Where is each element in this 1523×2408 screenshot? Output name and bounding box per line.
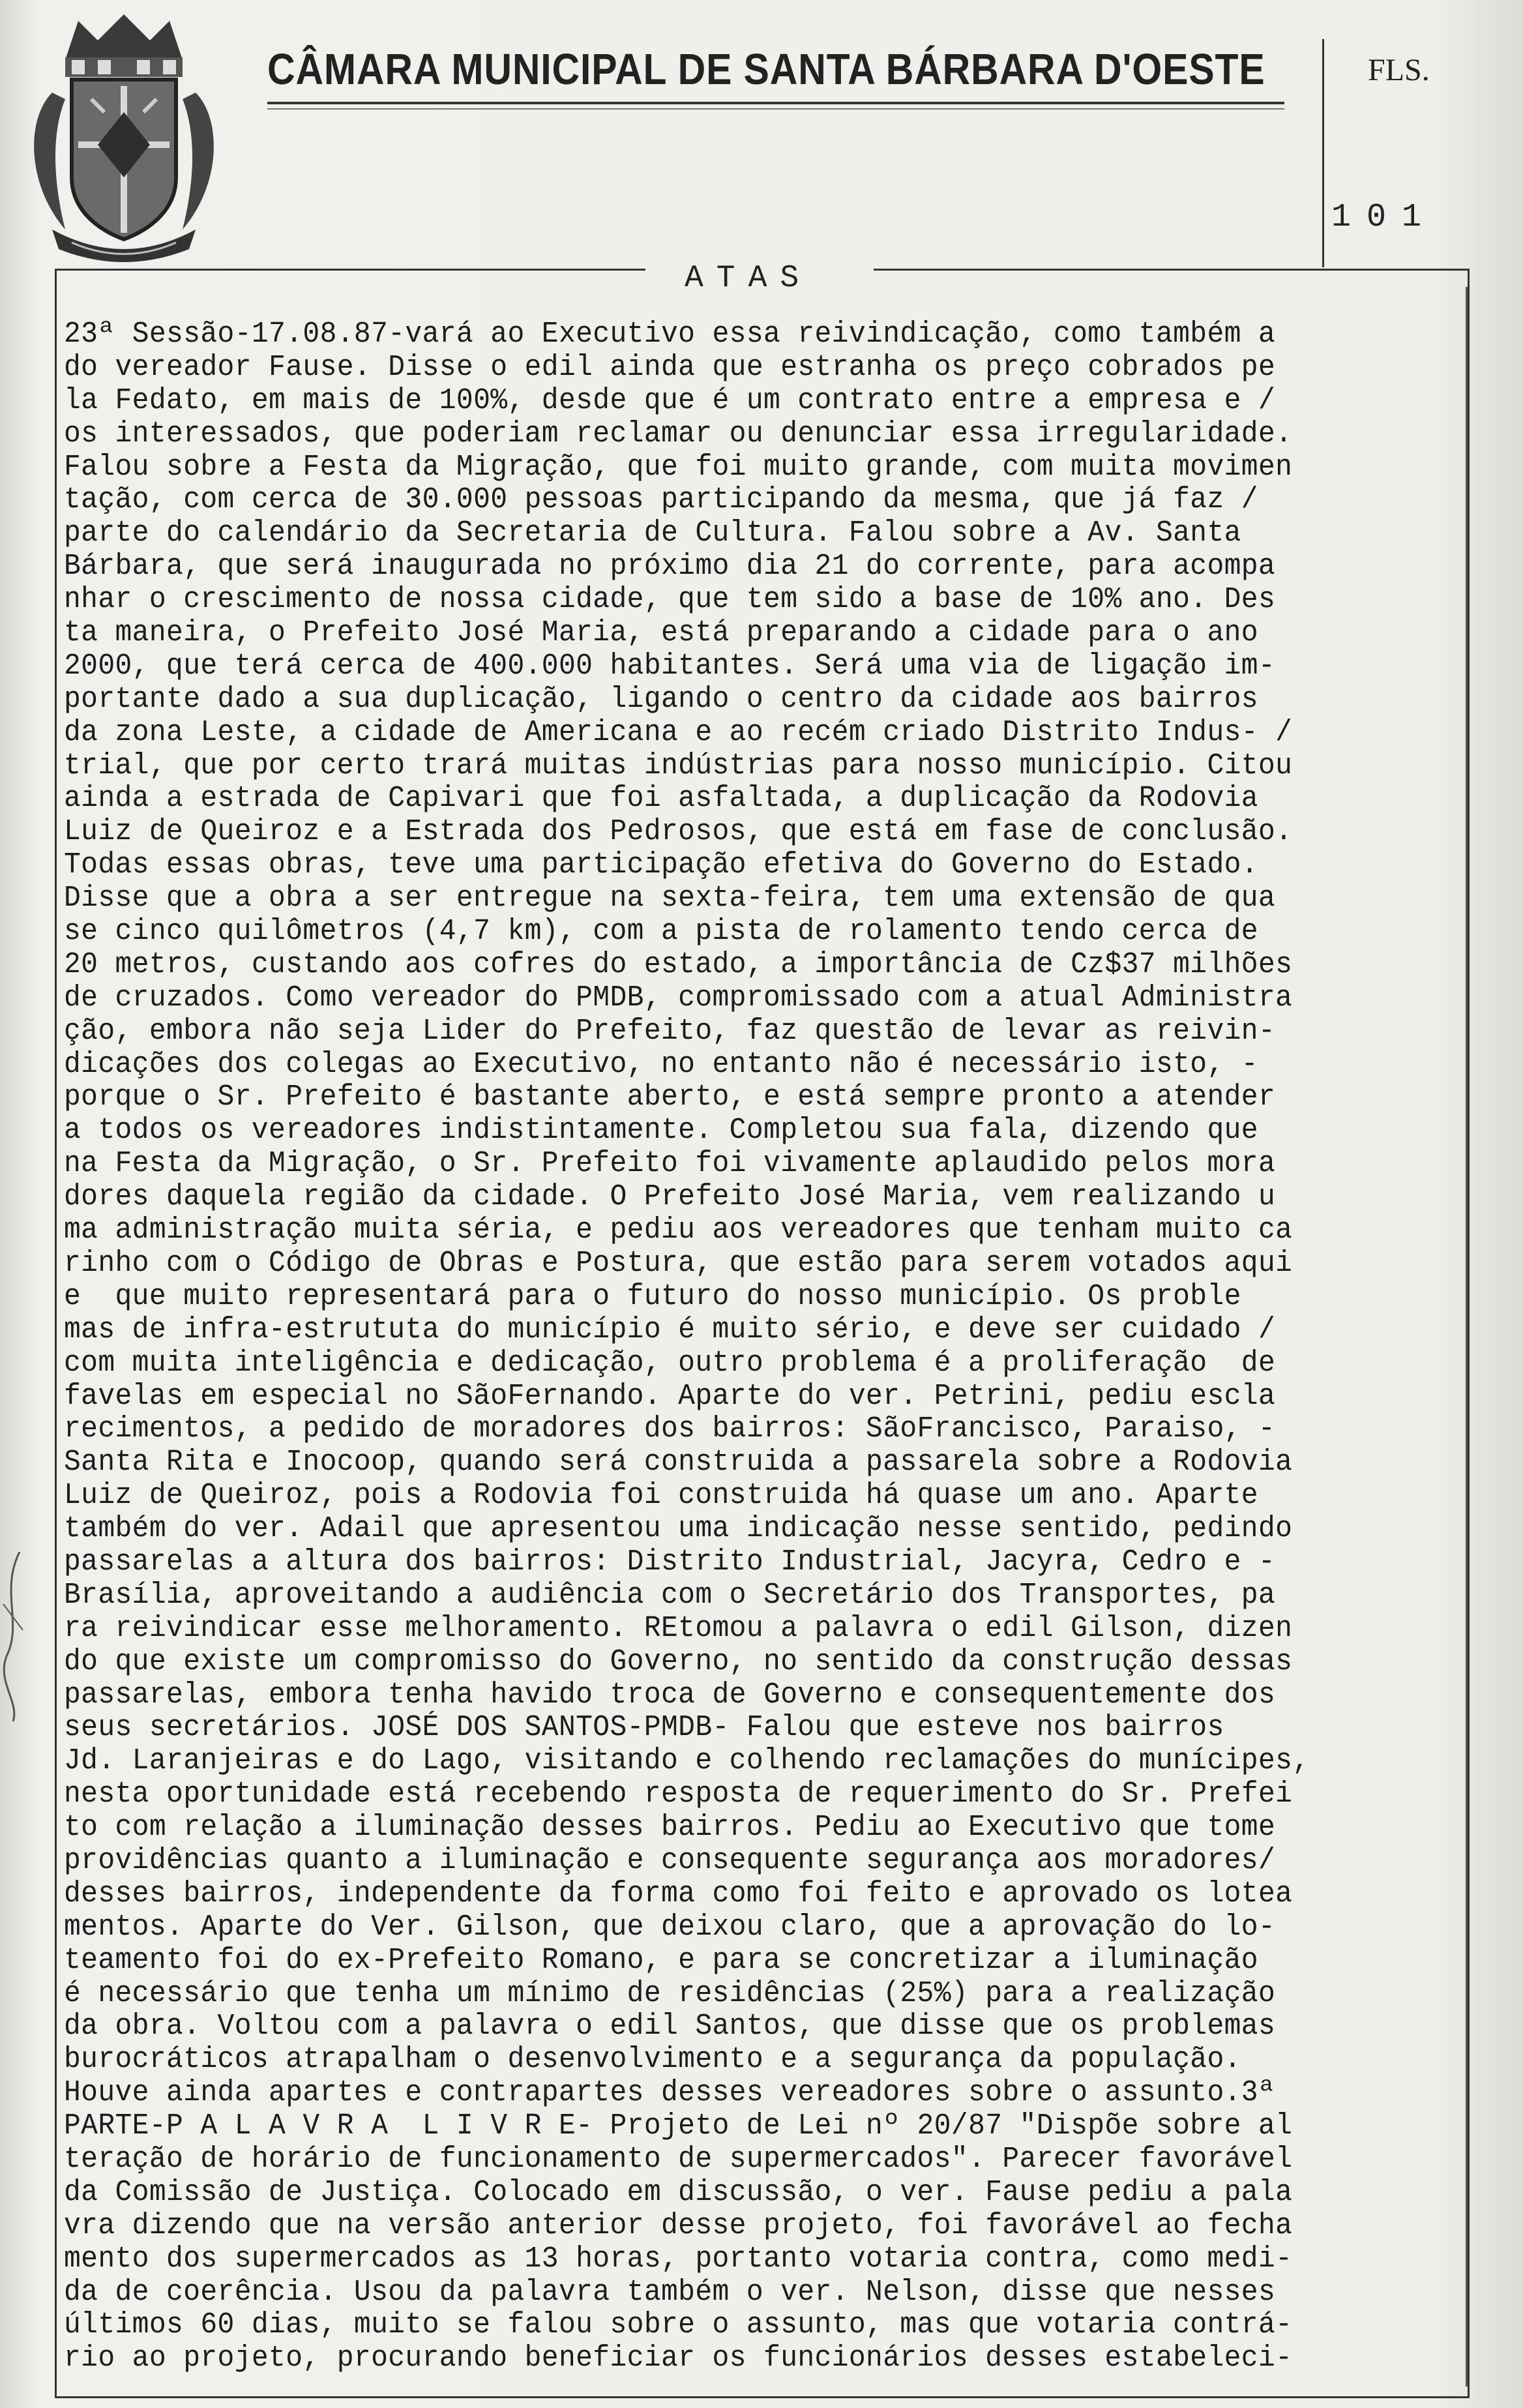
text-line: da Comissão de Justiça. Colocado em discussão, o ver. Fause pediu a pala (64, 2175, 1293, 2209)
text-line: mas de infra-estrututa do município é muito sério, e deve ser cuidado / (64, 1313, 1276, 1346)
text-line: na Festa da Migração, o Sr. Prefeito foi vivamente aplaudido pelos mora (64, 1147, 1276, 1181)
text-line: parte do calendário da Secretaria de Cultura. Falou sobre a Av. Santa (64, 516, 1241, 550)
text-line: rinho com o Código de Obras e Postura, que estão para serem votados aqui (64, 1246, 1293, 1280)
text-line: Bárbara, que será inaugurada no próximo dia 21 do corrente, para acompa (64, 550, 1276, 584)
text-line: nhar o crescimento de nossa cidade, que tem sido a base de 10% ano. Des (64, 583, 1276, 617)
text-line: Santa Rita e Inocoop, quando será construida a passarela sobre a Rodovia (64, 1446, 1293, 1479)
text-line: mentos. Aparte do Ver. Gilson, que deixou claro, que a aprovação do lo- (64, 1910, 1276, 1944)
text-line: PARTE-P A L A V R A L I V R E- Projeto de Lei nº 20/87 "Dispõe sobre al (64, 2109, 1293, 2143)
text-line: Falou sobre a Festa da Migração, que foi muito grande, com muita movimen (64, 450, 1293, 484)
text-line: seus secretários. JOSÉ DOS SANTOS-PMDB- Falou que esteve nos bairros (64, 1711, 1224, 1745)
text-line: 23ª Sessão-17.08.87-vará ao Executivo essa reivindicação, como também a (64, 318, 1276, 351)
text-line: de cruzados. Como vereador do PMDB, compromissado com a atual Administra (64, 981, 1293, 1015)
text-line: tação, com cerca de 30.000 pessoas participando da mesma, que já faz / (64, 483, 1258, 517)
text-line: ta maneira, o Prefeito José Maria, está preparando a cidade para o ano (64, 616, 1258, 650)
text-line: se cinco quilômetros (4,7 km), com a pista de rolamento tendo cerca de (64, 915, 1258, 949)
text-line: é necessário que tenha um mínimo de residências (25%) para a realização (64, 1976, 1276, 2010)
text-line: também do ver. Adail que apresentou uma indicação nesse sentido, pedindo (64, 1512, 1293, 1546)
text-line: la Fedato, em mais de 100%, desde que é um contrato entre a empresa e / (64, 383, 1276, 417)
text-line: providências quanto a iluminação e consequente segurança aos moradores/ (64, 1843, 1276, 1877)
fls-label: FLS. (1368, 53, 1430, 87)
text-line: 20 metros, custando aos cofres do estado, a importância de Cz$37 milhões (64, 947, 1293, 981)
text-line: com muita inteligência e dedicação, outro problema é a proliferação de (64, 1346, 1276, 1380)
text-line: Luiz de Queiroz, pois a Rodovia foi construida há quase um ano. Aparte (64, 1479, 1258, 1513)
minutes-body (64, 318, 1472, 2375)
text-line: burocráticos atrapalham o desenvolvimento e a segurança da população. (64, 2043, 1241, 2077)
text-line: últimos 60 dias, muito se falou sobre o assunto, mas que votaria contrá- (64, 2308, 1293, 2342)
header-divider (1322, 39, 1324, 267)
text-line: passarelas, embora tenha havido troca de Governo e consequentemente dos (64, 1678, 1276, 1712)
text-line: desses bairros, independente da forma como foi feito e aprovado os lotea (64, 1877, 1293, 1910)
text-line: da de coerência. Usou da palavra também o ver. Nelson, disse que nesses (64, 2275, 1276, 2309)
text-line: dicações dos colegas ao Executivo, no entanto não é necessário isto, - (64, 1047, 1258, 1081)
coat-of-arms-logo (26, 14, 222, 262)
text-line: passarelas a altura dos bairros: Distrito Industrial, Jacyra, Cedro e - (64, 1545, 1276, 1579)
text-line: ainda a estrada de Capivari que foi asfaltada, a duplicação da Rodovia (64, 782, 1258, 816)
text-line: nesta oportunidade está recebendo resposta de requerimento do Sr. Prefei (64, 1777, 1293, 1811)
text-line: a todos os vereadores indistintamente. Completou sua fala, dizendo que (64, 1114, 1258, 1148)
text-line: rio ao projeto, procurando beneficiar os funcionários desses estabeleci- (64, 2341, 1293, 2375)
text-line: teamento foi do ex-Prefeito Romano, e para se concretizar a iluminação (64, 1943, 1258, 1977)
title-underline (267, 102, 1284, 104)
institution-title: CÂMARA MUNICIPAL DE SANTA BÁRBARA D'OESTE (267, 45, 1265, 94)
text-line: trial, que por certo trará muitas indústrias para nosso município. Citou (64, 749, 1293, 782)
text-line: ção, embora não seja Lider do Prefeito, faz questão de levar as reivin- (64, 1014, 1276, 1048)
text-line: dores daquela região da cidade. O Prefeito José Maria, vem realizando u (64, 1180, 1276, 1214)
text-line: da obra. Voltou com a palavra o edil Santos, que disse que os problemas (64, 2010, 1276, 2044)
section-title: ATAS (685, 261, 812, 296)
text-line: ma administração muita séria, e pediu aos vereadores que tenham muito ca (64, 1213, 1293, 1247)
text-line: da zona Leste, a cidade de Americana e ao recém criado Distrito Indus- / (64, 715, 1293, 749)
text-line: mento dos supermercados as 13 horas, portanto votaria contra, como medi- (64, 2242, 1293, 2276)
text-line: 2000, que terá cerca de 400.000 habitantes. Será uma via de ligação im- (64, 649, 1276, 683)
text-line: vra dizendo que na versão anterior desse projeto, foi favorável ao fecha (64, 2208, 1293, 2242)
text-line: Jd. Laranjeiras e do Lago, visitando e colhendo reclamações do munícipes, (64, 1744, 1310, 1778)
text-line: Todas essas obras, teve uma participação efetiva do Governo do Estado. (64, 848, 1258, 882)
page-number: 101 (1331, 199, 1438, 236)
text-line: to com relação a iluminação desses bairros. Pediu ao Executivo que tome (64, 1811, 1276, 1845)
text-line: recimentos, a pedido de moradores dos bairros: SãoFrancisco, Paraiso, - (64, 1412, 1276, 1446)
text-line: ra reivindicar esse melhoramento. REtomou a palavra o edil Gilson, dizen (64, 1611, 1293, 1645)
margin-signature-mark (0, 1552, 26, 1721)
text-line: Houve ainda apartes e contrapartes desses vereadores sobre o assunto.3ª (64, 2076, 1276, 2110)
text-line: Disse que a obra a ser entregue na sexta-feira, tem uma extensão de qua (64, 882, 1276, 915)
text-line: teração de horário de funcionamento de supermercados". Parecer favorável (64, 2142, 1293, 2176)
text-line: portante dado a sua duplicação, ligando o centro da cidade aos bairros (64, 682, 1258, 716)
text-line: favelas em especial no SãoFernando. Aparte do ver. Petrini, pediu escla (64, 1379, 1276, 1413)
crest-icon (26, 14, 222, 262)
text-line: porque o Sr. Prefeito é bastante aberto, e está sempre pronto a atender (64, 1080, 1276, 1114)
text-line: os interessados, que poderiam reclamar ou denunciar essa irregularidade. (64, 417, 1293, 451)
text-line: Brasília, aproveitando a audiência com o Secretário dos Transportes, pa (64, 1578, 1276, 1612)
text-line: do que existe um compromisso do Governo, no sentido da construção dessas (64, 1644, 1293, 1678)
text-line: Luiz de Queiroz e a Estrada dos Pedrosos, que está em fase de conclusão. (64, 815, 1293, 849)
text-line: do vereador Fause. Disse o edil ainda que estranha os preço cobrados pe (64, 350, 1276, 384)
title-underline-thin (267, 108, 1284, 110)
text-line: e que muito representará para o futuro do nosso município. Os proble (64, 1279, 1241, 1313)
